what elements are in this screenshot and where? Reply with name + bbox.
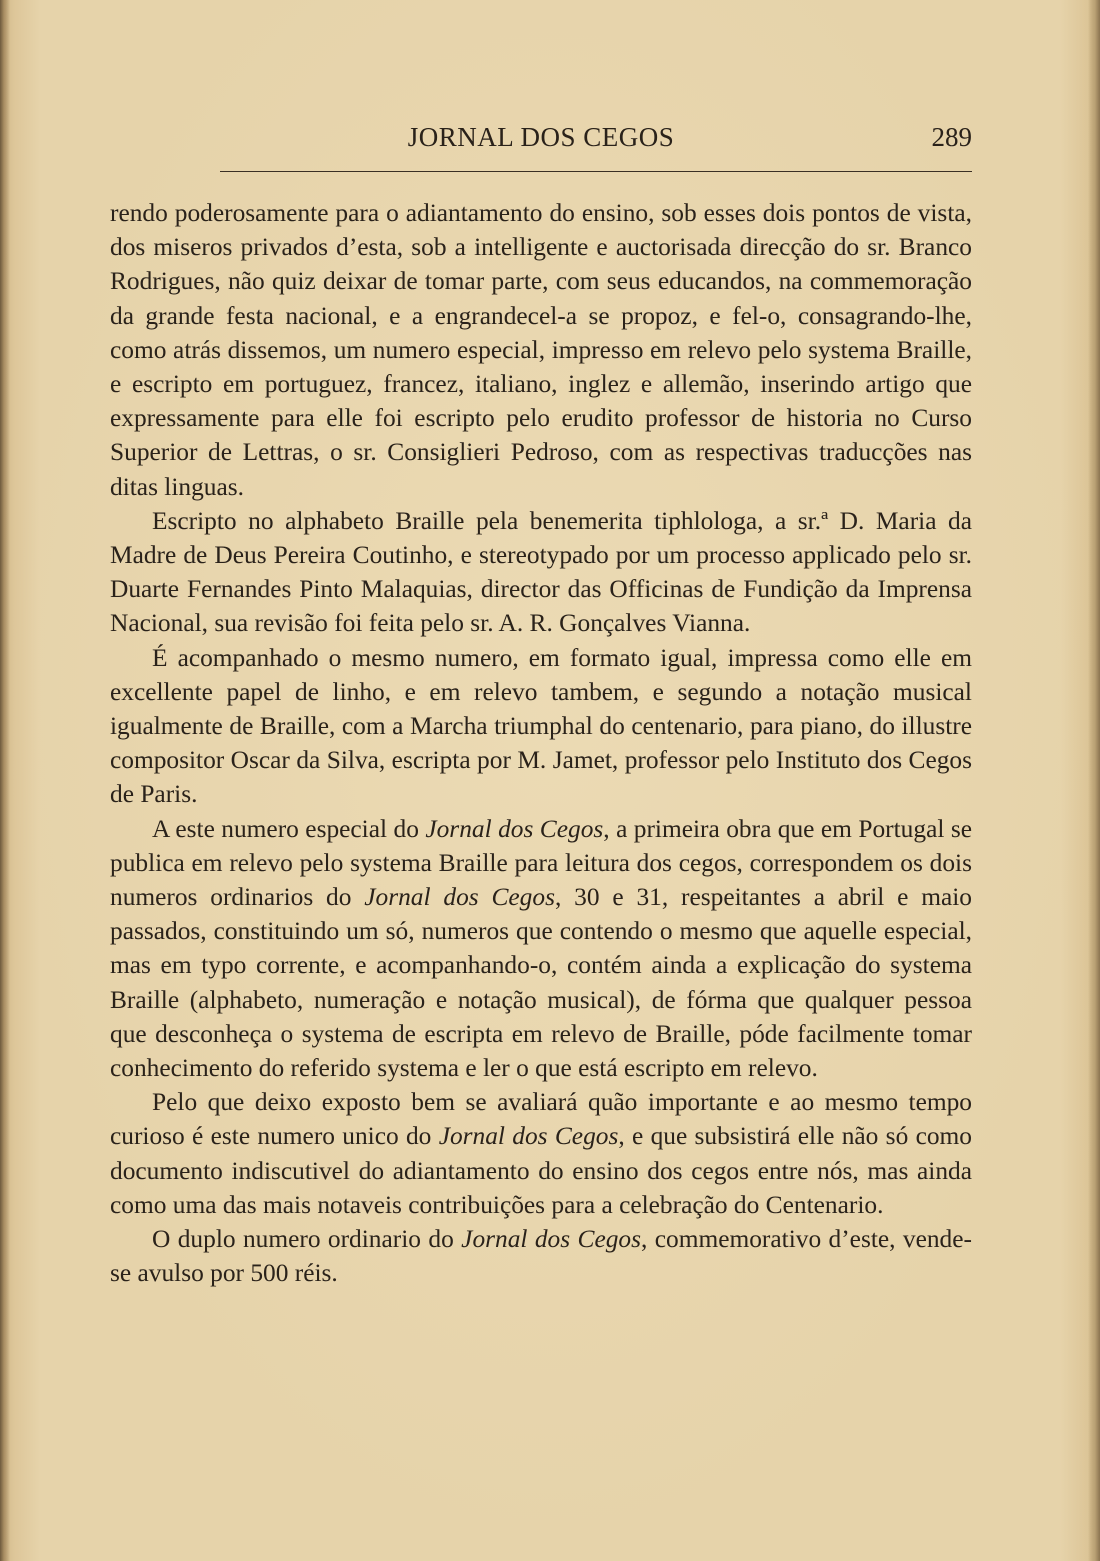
italic-title: Jornal dos Cegos: [364, 883, 555, 912]
page-header: [110, 118, 972, 162]
paragraph: [110, 812, 972, 1086]
page-edge-right: [1088, 0, 1100, 1561]
text-run: , e que subsistirá elle não só como documento indiscutivel do adiantamento do ensino dos cegos entre nós, mas ainda como uma das mais notaveis contribuições para a celebração do Centenario.: [110, 1122, 972, 1219]
italic-title: Jornal dos Cegos: [438, 1122, 619, 1151]
body-text: [110, 196, 972, 1291]
text-run: O duplo numero ordinario do: [152, 1225, 462, 1254]
paragraph: [110, 504, 972, 641]
paragraph: [110, 196, 972, 504]
text-run: É acompanhado o mesmo numero, em formato igual, impressa como elle em excellente papel de linho, e em relevo tambem, e segundo a notação musical igualmente de Braille, com a Marcha triumphal do centenario, para piano, do illustre compositor Oscar da Silva, escripta por M. Jamet, professor pelo Instituto dos Cegos de Paris.: [110, 643, 972, 809]
text-run: , a primeira obra que em Portugal se publica em relevo pelo systema Braille para leitura dos cegos, correspondem os dois numeros ordinarios do: [110, 814, 972, 912]
text-run: A este numero especial do: [152, 814, 426, 843]
text-run: Pelo que deixo exposto bem se avaliará quão importante e ao mesmo tempo curioso é este numero unico do: [110, 1088, 972, 1151]
paragraph: [110, 1222, 972, 1290]
text-run: Escripto no alphabeto Braille pela benemerita tiphlologa, a sr.ª D. Maria da Madre de Deus Pereira Coutinho, e stereotypado por um processo applicado pelo sr. Duarte Fernandes Pinto Malaquias, director das Officinas de Fundição da Imprensa Nacional, sua revisão foi feita pelo sr. A. R. Gonçalves Vianna.: [110, 506, 972, 638]
paragraph: [110, 641, 972, 812]
italic-title: Jornal dos Cegos: [461, 1225, 641, 1254]
page-number: 289: [931, 122, 972, 152]
text-run: , 30 e 31, respeitantes a abril e maio passados, constituindo um só, numeros que contendo o mesmo que aquelle especial, mas em typo corrente, e acompanhando-o, contém ainda a explicação do systema Braille (alphabeto, numeração e notação musical), de fórma que qualquer pessoa que desconheça o systema de escripta em relevo de Braille, póde facilmente tomar conhecimento do referido systema e ler o que está escripto em relevo.: [110, 883, 972, 1083]
text-run: , commemorativo d’este, vende-se avulso por 500 réis.: [110, 1225, 972, 1288]
paragraph: [110, 1085, 972, 1222]
running-title: JORNAL DOS CEGOS: [407, 122, 675, 152]
header-rule: [220, 171, 972, 172]
italic-title: Jornal dos Cegos: [425, 814, 604, 843]
text-run: rendo poderosamente para o adiantamento do ensino, sob esses dois pontos de vista, dos miseros privados d’esta, sob a intelligente e auctorisada direcção do sr. Branco Rodrigues, não quiz deixar de tomar parte, com seus educandos, na commemoração da grande festa nacional, e a engrandecel-a se propoz, e fel-o, consagrando-lhe, como atrás dissemos, um numero especial, impresso em relevo pelo systema Braille, e escripto em portuguez, francez, italiano, inglez e allemão, inserindo artigo que expressamente para elle foi escripto pelo erudito professor de historia no Curso Superior de Lettras, o sr. Consiglieri Pedroso, com as respectivas traducções nas ditas linguas.: [110, 199, 972, 501]
page-edge-left: [0, 0, 10, 1561]
